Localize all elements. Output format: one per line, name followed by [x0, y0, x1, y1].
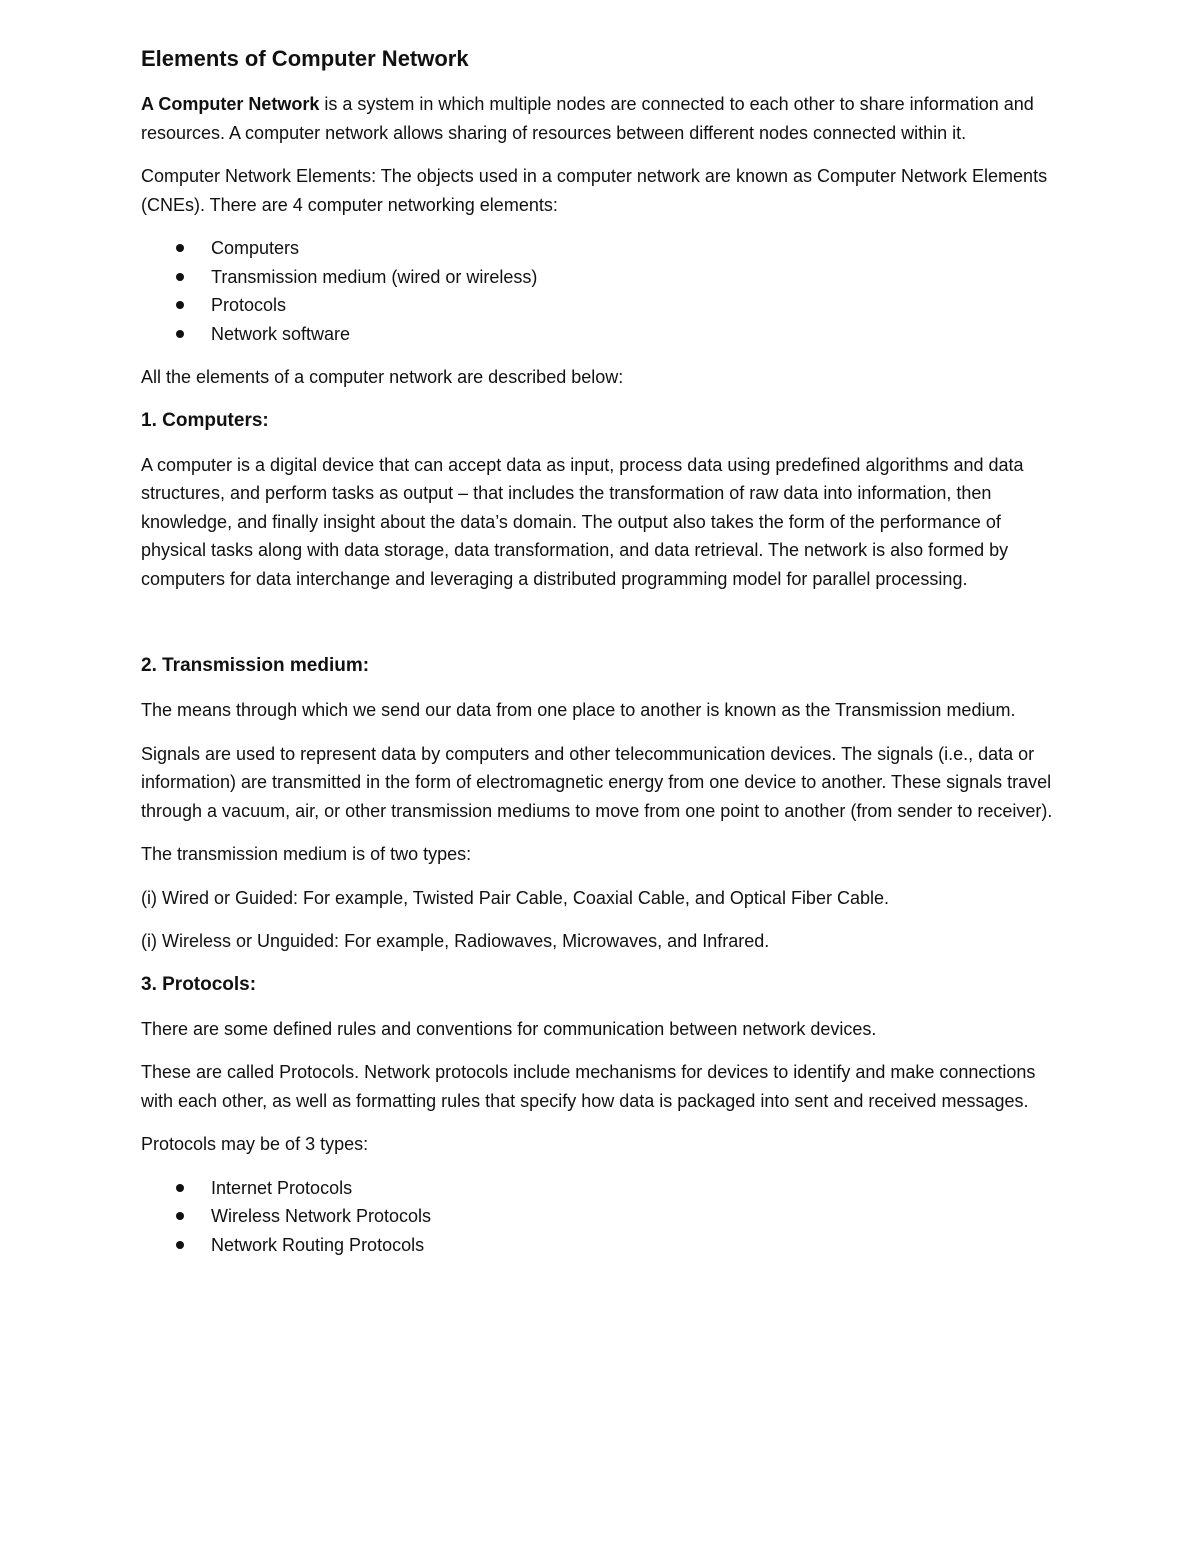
bullet-icon — [176, 273, 184, 281]
intro-text: is a system in which multiple nodes are connected to each other to share information and resources. A computer network allows sharing of resources between different nodes connected within it. — [141, 94, 1034, 143]
transmission-paragraph-1: The means through which we send our data from one place to another is known as the Transmission medium. — [141, 700, 1016, 720]
described-below-paragraph: All the elements of a computer network are described below: — [141, 367, 624, 387]
intro-bold-term: A Computer Network — [141, 94, 320, 114]
transmission-paragraph-5: (i) Wireless or Unguided: For example, Radiowaves, Microwaves, and Infrared. — [141, 931, 770, 951]
bullet-icon — [176, 330, 184, 338]
transmission-paragraph-3: The transmission medium is of two types: — [141, 844, 472, 864]
section-heading-computers: 1. Computers: — [141, 409, 269, 431]
list-item-text: Internet Protocols — [211, 1177, 353, 1198]
document-title: Elements of Computer Network — [141, 46, 469, 71]
bullet-icon — [176, 1184, 184, 1192]
list-item-text: Protocols — [211, 295, 287, 315]
list-item-text: Computers — [211, 238, 300, 258]
list-item-text: Wireless Network Protocols — [211, 1206, 432, 1226]
computers-paragraph: A computer is a digital device that can accept data as input, process data using predefined algorithms and data structures, and perform tasks as output – that includes the transformation of raw data into information, then knowledge, and finally insight about the data’s domain. The output also takes the form of the performance of physical tasks along with data storage, data transformation, and data retrieval. The network is also formed by computers for data interchange and leveraging a distributed programming model for parallel processing. — [141, 454, 1024, 589]
protocols-paragraph-1: There are some defined rules and conventions for communication between network devices. — [141, 1018, 877, 1039]
elements-list — [141, 234, 1060, 348]
bullet-icon — [176, 1212, 184, 1220]
bullet-icon — [176, 301, 184, 309]
list-item — [141, 1231, 1060, 1260]
intro-paragraph — [141, 90, 1060, 147]
bullet-icon — [176, 244, 184, 252]
list-item — [141, 1202, 1060, 1231]
list-item — [141, 263, 1060, 292]
transmission-paragraph-2: Signals are used to represent data by computers and other telecommunication devices. The signals (i.e., data or information) are transmitted in the form of electromagnetic energy from one device to another. These signals travel through a vacuum, air, or other transmission mediums to move from one point to another (from sender to receiver). — [141, 743, 1053, 821]
section-heading-protocols: 3. Protocols: — [141, 973, 257, 995]
protocols-paragraph-3: Protocols may be of 3 types: — [141, 1134, 369, 1154]
list-item — [141, 1174, 1060, 1203]
list-item-text: Network software — [211, 323, 351, 344]
elements-paragraph: Computer Network Elements: The objects used in a computer network are known as Computer Network Elements (CNEs). There are 4 computer networking elements: — [141, 166, 1048, 215]
list-item — [141, 234, 1060, 263]
section-heading-transmission: 2. Transmission medium: — [141, 655, 370, 676]
bullet-icon — [176, 1241, 184, 1249]
list-item — [141, 291, 1060, 320]
list-item-text: Network Routing Protocols — [211, 1234, 425, 1255]
protocols-paragraph-2: These are called Protocols. Network protocols include mechanisms for devices to identify and make connections with each other, as well as formatting rules that specify how data is packaged into sent and received messages. — [141, 1062, 1036, 1111]
transmission-paragraph-4: (i) Wired or Guided: For example, Twisted Pair Cable, Coaxial Cable, and Optical Fiber Cable. — [141, 887, 889, 908]
spacer — [141, 608, 1060, 652]
list-item — [141, 320, 1060, 349]
list-item-text: Transmission medium (wired or wireless) — [211, 266, 538, 287]
protocols-list — [141, 1174, 1060, 1260]
